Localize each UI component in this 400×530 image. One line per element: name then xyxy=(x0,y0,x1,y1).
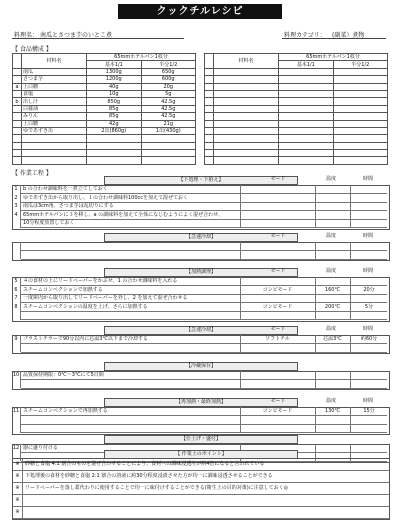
ingredient-group xyxy=(13,113,22,120)
ingredient-name: 南瓜 xyxy=(22,68,87,75)
step-text: 10分程度放置しておく xyxy=(23,220,75,226)
point-row xyxy=(13,507,389,519)
section-label-storage: 【冷蔵保存】 xyxy=(104,362,298,371)
ingredient-row xyxy=(13,68,196,75)
material-header-blank: 材料名 xyxy=(214,54,279,69)
ingredient-row xyxy=(13,113,196,120)
step-text: ブラストチラーで90分以内に芯温3℃以下まで冷却する xyxy=(23,336,149,342)
step-text: 65mmホテルパンに３を移し、a の調味料を加えて全体になじむようによく混ぜ合わせ、 xyxy=(23,211,224,218)
ingredient-base: 1300g xyxy=(87,68,142,75)
mode-header: モード xyxy=(270,398,286,404)
ingredient-half: 21g xyxy=(141,120,196,127)
ingredient-base: 2缶(860g) xyxy=(87,127,142,134)
ingredient-name: 上白糖 xyxy=(22,83,87,90)
step-text: 品質保持期限：0℃～3℃にて5日間 xyxy=(23,372,104,378)
material-header: 材料名 xyxy=(22,54,87,69)
step-temp: 200℃ xyxy=(324,303,341,310)
step-text: スチームコンベクションの温度を上げ、さらに加熱する xyxy=(23,303,148,310)
point-text: 砂糖と食塩 4:1 割合のものを混ぜ合わせることにより、食材への調味浸透圧が約4倍になると言われている xyxy=(25,461,265,467)
step-number: 11 xyxy=(12,408,20,414)
ingredient-row xyxy=(13,120,196,127)
ingredient-half: 1缶(430g) xyxy=(141,127,196,134)
ingredient-name: みりん xyxy=(22,113,87,120)
step-time: 20分 xyxy=(363,286,375,293)
mode-header: モード xyxy=(270,326,286,332)
ingredient-row xyxy=(13,90,196,97)
point-row xyxy=(13,483,389,495)
step-mode: コンビモード xyxy=(262,408,293,414)
group-header-blank xyxy=(205,54,214,69)
base-header-blank: 基本1/1 xyxy=(279,61,334,68)
step-mode: コンビモード xyxy=(262,286,293,293)
step-text: b の合わせ調味料を一煮立てしておく xyxy=(23,186,108,192)
ingredient-row-blank xyxy=(205,98,388,105)
step-row xyxy=(21,251,387,260)
category-underline xyxy=(282,38,386,39)
ingredient-row-blank xyxy=(205,157,388,164)
ingredient-row-blank xyxy=(205,135,388,142)
pan-header: 65mmホテルパン1枚分 xyxy=(87,54,196,61)
group-header xyxy=(13,54,22,69)
ingredient-half: 42.5g xyxy=(141,113,196,120)
step-number: 7 xyxy=(14,295,18,301)
step-row xyxy=(21,219,387,228)
ingredient-half: 42.5g xyxy=(141,98,196,105)
time-header: 時間 xyxy=(362,233,373,239)
ingredient-row-blank xyxy=(205,105,388,112)
point-mark: ※ xyxy=(13,495,23,506)
point-mark: ※ xyxy=(13,471,23,482)
section-label-plate: 【仕上げ・盛付】 xyxy=(104,435,298,444)
temp-header: 温度 xyxy=(325,176,336,182)
ingredient-group: b xyxy=(13,98,22,105)
step-text: ゆであずき缶から取り出し、１の合わせ調味料100ccを加えて混ぜておく xyxy=(23,194,189,201)
ingredients-section-label: 【 食品構成 】 xyxy=(12,46,52,53)
ingredient-row-empty xyxy=(13,142,196,149)
ingredient-group xyxy=(13,105,22,112)
step-text: 南瓜は3cm角、さつま芋は乱切りにする xyxy=(23,203,114,209)
section-label-prep: 【下処理・下拵え】 xyxy=(104,176,298,185)
ingredient-base: 850g xyxy=(87,98,142,105)
step-row xyxy=(21,344,387,353)
step-row xyxy=(21,424,387,433)
ingredient-half: 20g xyxy=(141,83,196,90)
ingredient-half: 650g xyxy=(141,68,196,75)
ingredient-row xyxy=(13,83,196,90)
mode-header: モード xyxy=(270,176,286,182)
section-label-reheat: 【再加熱・最終加熱】 xyxy=(104,398,298,407)
time-header: 時間 xyxy=(362,326,373,332)
point-text: リードペーパーを落し蓋代わりに使用することで均一に味付けすることができる(衛生上の目的対策)に注意しておく◎ xyxy=(25,485,289,491)
ingredient-group: a xyxy=(13,83,22,90)
ingredient-name: 出し汁 xyxy=(22,98,87,105)
step-mode: コンビモード xyxy=(262,303,293,310)
time-header: 時間 xyxy=(362,398,373,404)
ingredient-row-empty xyxy=(13,157,196,164)
step-number: 6 xyxy=(14,286,18,293)
ingredient-row-blank xyxy=(205,127,388,134)
step-time: 15分 xyxy=(363,408,375,414)
step-number: 10 xyxy=(12,372,20,378)
ingredients-table xyxy=(12,53,196,165)
ingredient-name: さつま芋 xyxy=(22,76,87,83)
section-label-heat: 【加熱調理】 xyxy=(104,268,298,277)
ingredient-group xyxy=(13,120,22,127)
ingredient-row xyxy=(13,76,196,83)
step-temp: 160℃ xyxy=(324,286,341,293)
step-number: 5 xyxy=(14,278,18,284)
point-mark: ※ xyxy=(13,459,23,470)
step-number: 12 xyxy=(12,445,20,451)
step-number: 3 xyxy=(14,203,18,209)
ingredient-row xyxy=(13,127,196,134)
point-text xyxy=(23,497,25,503)
step-text: スチームコンベクションで再加熱する xyxy=(23,408,108,414)
ingredient-base: 10g xyxy=(87,90,142,97)
ingredients-table-blank xyxy=(204,53,388,165)
step-time: 約60分 xyxy=(360,336,378,342)
ingredient-row-empty xyxy=(13,135,196,142)
ingredient-base: 85g xyxy=(87,113,142,120)
pan-header-blank: 65mmホテルパン1枚分 xyxy=(279,54,388,61)
dish-name: 南瓜とさつま芋のいとこ煮 xyxy=(40,32,113,39)
step-text: 器に盛り付ける xyxy=(23,445,59,451)
ingredient-base: 85g xyxy=(87,105,142,112)
dish-label: 料理名： xyxy=(14,32,39,39)
step-time: 5分 xyxy=(364,303,374,310)
step-number: 8 xyxy=(14,303,18,310)
step-number: 9 xyxy=(14,336,18,342)
temp-header: 温度 xyxy=(325,233,336,239)
point-row xyxy=(13,495,389,507)
step-temp: 130℃ xyxy=(324,408,341,414)
category-label: 料理カテゴリ： xyxy=(284,32,326,39)
page-title: クックチルレシピ xyxy=(118,4,282,19)
points-box xyxy=(12,458,390,520)
ingredient-row-blank xyxy=(205,113,388,120)
ingredient-row-blank xyxy=(205,90,388,97)
points-label: 【 作業上のポイント】 xyxy=(104,450,298,459)
point-row xyxy=(13,459,389,471)
ingredient-group xyxy=(13,68,22,75)
step-text: 一度庫内から取り出してリードペーパーを外し、2 を加えて混ぜ合わせる xyxy=(23,295,188,301)
step-mode: ソフトチル xyxy=(265,336,290,342)
ingredient-name: 白醤油 xyxy=(22,105,87,112)
temp-header: 温度 xyxy=(325,398,336,404)
ingredient-row-blank xyxy=(205,120,388,127)
step-number: 4 xyxy=(14,211,18,218)
mode-header: モード xyxy=(270,233,286,239)
ingredient-row-blank xyxy=(205,76,388,83)
ingredient-name: 上白糖 xyxy=(22,120,87,127)
step-number: 2 xyxy=(14,194,18,201)
ingredient-row-blank xyxy=(205,142,388,149)
category-value: (副菜）煮物 xyxy=(332,32,365,39)
temp-header: 温度 xyxy=(325,268,336,274)
ingredient-base: 42g xyxy=(87,120,142,127)
ingredient-half: 5g xyxy=(141,90,196,97)
ingredient-base: 1200g xyxy=(87,76,142,83)
point-row xyxy=(13,471,389,483)
section-label-chill: 【急速冷却】 xyxy=(104,326,298,335)
step-text: スチームコンベクションで加熱する xyxy=(23,286,103,293)
ingredient-name: ゆであずき缶 xyxy=(22,127,87,134)
ingredient-base: 40g xyxy=(87,83,142,90)
step-text: ４の食材の上にリードペーパーをかぶせ、1 の合わせ調味料を入れる xyxy=(23,278,178,284)
ingredient-row xyxy=(13,105,196,112)
time-header: 時間 xyxy=(362,268,373,274)
point-mark: ※ xyxy=(13,483,23,494)
work-section-label: 【 作業工程 】 xyxy=(12,170,52,177)
ingredient-group xyxy=(13,76,22,83)
half-header: 半分1/2 xyxy=(141,61,196,68)
step-row xyxy=(21,380,387,389)
ingredient-group xyxy=(13,90,22,97)
ingredient-row-blank xyxy=(205,68,388,75)
ingredient-half: 42.5g xyxy=(141,105,196,112)
step-temp: 芯温3℃ xyxy=(323,336,342,342)
step-row xyxy=(21,311,387,320)
ingredient-row-empty xyxy=(13,150,196,157)
point-text xyxy=(23,509,25,515)
half-header-blank: 半分1/2 xyxy=(333,61,388,68)
ingredient-half: 600g xyxy=(141,76,196,83)
point-text: 下処理後の食材を砂糖と食塩 2:1 割合の溶液に約30分程度浸漬させた方が均一に調味浸透させることができる xyxy=(25,473,273,479)
step-number: 1 xyxy=(14,186,18,192)
base-header: 基本1/1 xyxy=(87,61,142,68)
time-header: 時間 xyxy=(362,176,373,182)
ingredient-row-blank xyxy=(205,83,388,90)
mode-header: モード xyxy=(270,268,286,274)
ingredient-row-blank xyxy=(205,150,388,157)
ingredient-name: 食塩 xyxy=(22,90,87,97)
point-mark: ※ xyxy=(13,507,23,518)
ingredient-group xyxy=(13,127,22,134)
dish-underline xyxy=(12,38,184,39)
section-label-thaw: 【急速冷却】 xyxy=(104,233,298,242)
ingredient-row xyxy=(13,98,196,105)
temp-header: 温度 xyxy=(325,326,336,332)
